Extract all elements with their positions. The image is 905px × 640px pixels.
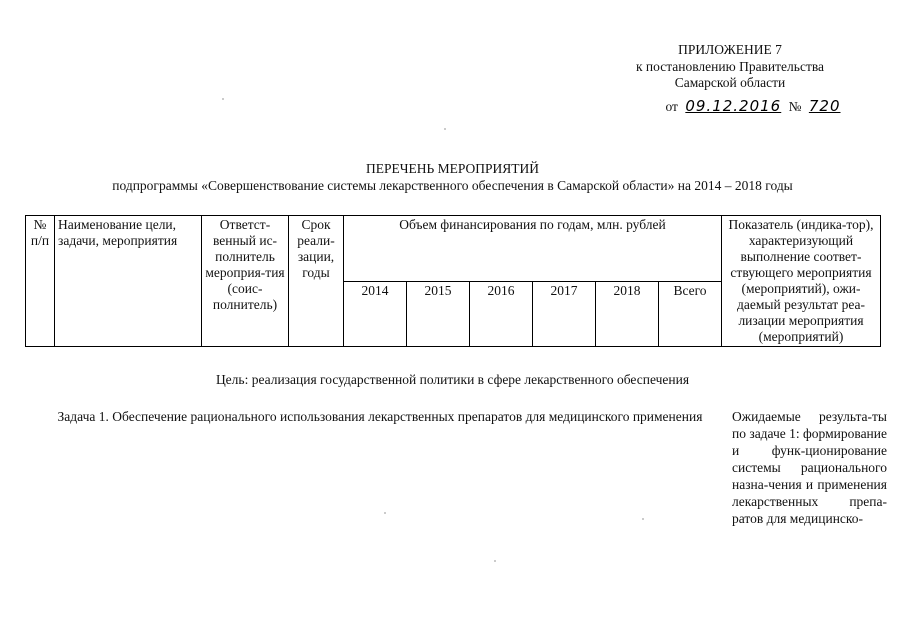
appendix-header [600,42,860,115]
from-label: от [665,99,678,114]
title-sub: подпрограммы «Совершенствование системы лекарственного обеспечения в Самарской области» на 2014 – 2018 годы [112,178,793,193]
header-indicator: Показатель (индика-тор), характеризующий выполнение соответ-ствующего мероприятия (мероприятий), ожи-даемый результат реа-лизации мероприятия (мероприятий) [722,216,881,347]
header-name: Наименование цели, задачи, мероприятия [55,216,202,347]
scan-speck [222,98,224,100]
task-1-expected-result: Ожидаемые результа-ты по задаче 1: формирование и функ-ционирование системы рационального назна-чения и применения лекарственных препа-ратов для медицинско- [732,409,887,526]
appendix-decree: к постановлению Правительства [635,58,825,74]
appendix-region: Самарской области [674,75,786,90]
header-number: № п/п [26,216,55,347]
document-title [0,160,905,194]
appendix-number: ПРИЛОЖЕНИЕ 7 [678,42,782,57]
measures-table [25,215,881,347]
year-2018: 2018 [596,281,659,347]
title-main: ПЕРЕЧЕНЬ МЕРОПРИЯТИЙ [365,161,540,176]
goal-text: Цель: реализация государственной политики в сфере лекарственного обеспечения [215,372,690,387]
scan-speck [494,560,496,562]
year-2015: 2015 [407,281,470,347]
year-total: Всего [659,281,722,347]
decree-number: 720 [808,97,841,115]
scan-speck [642,518,644,520]
scan-speck [444,128,446,130]
number-label: № [788,99,802,114]
table-header-row [26,216,881,282]
header-term: Срок реали-зации, годы [289,216,344,347]
year-2016: 2016 [470,281,533,347]
decree-signature-line [640,98,870,116]
year-2017: 2017 [533,281,596,347]
decree-date: 09.12.2016 [685,97,782,115]
year-2014: 2014 [344,281,407,347]
task-1-text: Задача 1. Обеспечение рационального использования лекарственных препаратов для медицинского применения [57,409,703,424]
header-responsible: Ответст-венный ис-полнитель мероприя-тия (соис-полнитель) [202,216,289,347]
scan-speck [384,512,386,514]
header-funding: Объем финансирования по годам, млн. рублей [344,216,722,282]
